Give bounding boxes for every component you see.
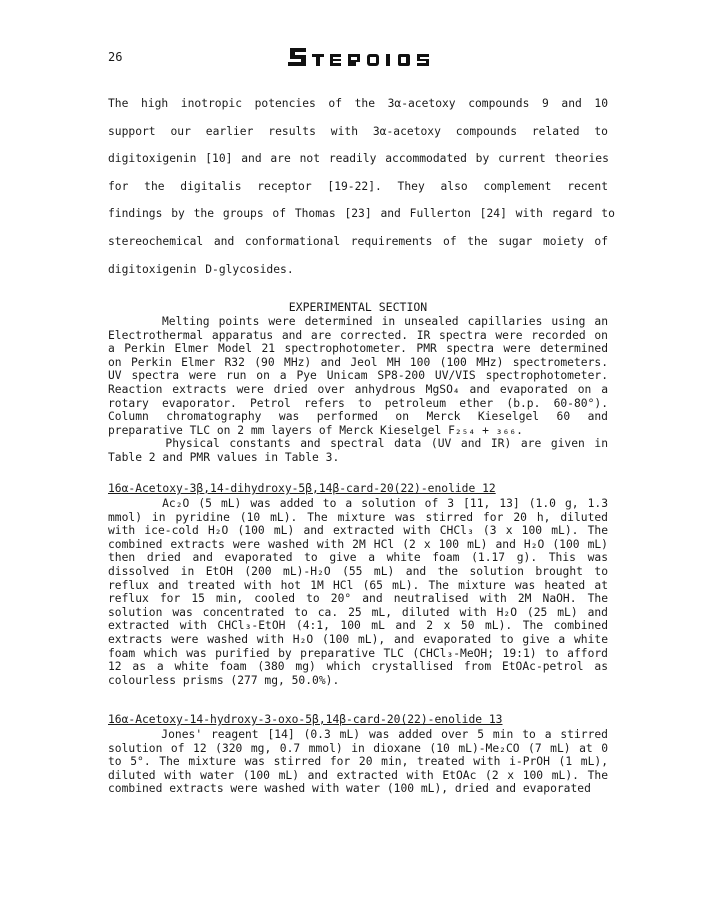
text-line: on Perkin Elmer R32 (90 MHz) and Jeol MH 100 (100 MHz) spectrometers.	[108, 355, 608, 369]
text-line: reflux for 15 min, cooled to 20° and neutralised with 2M NaOH. The	[108, 592, 608, 606]
text-line: solution was concentrated to ca. 25 mL, diluted with H₂O (25 mL) and	[108, 605, 608, 619]
text-line: solution of 12 (320 mg, 0.7 mmol) in dioxane (10 mL)-Me₂CO (7 mL) at 0	[108, 741, 608, 755]
text-line: rotary evaporator. Petrol refers to petroleum ether (b.p. 60-80°).	[108, 396, 608, 410]
text-line: support our earlier results with 3α-acetoxy compounds related to	[108, 124, 608, 138]
text-line: to 5°. The mixture was stirred for 20 min, treated with i-PrOH (1 mL),	[108, 755, 608, 769]
text-line: Electrothermal apparatus and are corrected. IR spectra were recorded on	[108, 328, 608, 342]
text-line: then dried and evaporated to give a white foam (1.17 g). This was	[108, 551, 608, 565]
text-line: extracts were washed with H₂O (100 mL), and evaporated to give a white	[108, 632, 608, 646]
compound-13-heading: 16α-Acetoxy-14-hydroxy-3-oxo-5β,14β-card-20(22)-enolide 13	[108, 713, 503, 726]
text-line: stereochemical and conformational requirements of the sugar moiety of	[108, 234, 608, 248]
text-line: Ac₂O (5 mL) was added to a solution of 3 [11, 13] (1.0 g, 1.3	[108, 497, 608, 510]
text-line: Reaction extracts were dried over anhydrous MgSO₄ and evaporated on a	[108, 382, 608, 396]
text-line: digitoxigenin D-glycosides.	[108, 262, 294, 276]
text-line: Jones' reagent [14] (0.3 mL) was added over 5 min to a stirred	[108, 728, 608, 741]
text-line: mmol) in pyridine (10 mL). The mixture was stirred for 20 h, diluted	[108, 510, 608, 524]
text-line: combined extracts were washed with water (100 mL), dried and evaporated	[108, 782, 591, 796]
text-line: colourless prisms (277 mg, 50.0%).	[108, 673, 340, 687]
text-line: Column chromatography was performed on Merck Kieselgel 60 and	[108, 410, 608, 424]
text-line: findings by the groups of Thomas [23] and Fullerton [24] with regard to	[108, 207, 615, 221]
experimental-paragraph	[108, 315, 608, 465]
text-line: 12 as a white foam (380 mg) which crystallised from EtOAc-petrol as	[108, 660, 608, 674]
text-line: The high inotropic potencies of the 3α-acetoxy compounds 9 and 10	[108, 97, 608, 110]
text-line: preparative TLC on 2 mm layers of Merck Kieselgel F₂₅₄ + ₃₆₆.	[108, 423, 523, 437]
text-line: combined extracts were washed with 2M HCl (2 x 100 mL) and H₂O (100 mL)	[108, 537, 608, 551]
steroids-logo-icon	[286, 44, 446, 70]
text-line: UV spectra were run on a Pye Unicam SP8-200 UV/VIS spectrophotometer.	[108, 369, 608, 383]
compound-13-procedure	[108, 728, 608, 796]
introduction-paragraph	[108, 90, 615, 283]
text-line: a Perkin Elmer Model 21 spectrophotometer. PMR spectra were determined	[108, 342, 608, 356]
text-line: Table 2 and PMR values in Table 3.	[108, 450, 340, 464]
text-line: dissolved in EtOH (200 mL)-H₂O (55 mL) and the solution brought to	[108, 564, 608, 578]
text-line: with ice-cold H₂O (100 mL) and extracted with CHCl₃ (3 x 100 mL). The	[108, 524, 608, 538]
text-line: digitoxigenin [10] and are not readily accommodated by current theories	[108, 152, 609, 166]
compound-12-heading: 16α-Acetoxy-3β,14-dihydroxy-5β,14β-card-20(22)-enolide 12	[108, 482, 496, 495]
section-title: EXPERIMENTAL SECTION	[288, 300, 428, 314]
journal-logo	[286, 44, 446, 70]
compound-12-procedure	[108, 497, 608, 687]
text-line: diluted with water (100 mL) and extracted with EtOAc (2 x 100 mL). The	[108, 768, 608, 782]
text-line: for the digitalis receptor [19-22]. They also complement recent	[108, 179, 608, 193]
text-line: Physical constants and spectral data (UV and IR) are given in	[108, 437, 608, 451]
text-line: Melting points were determined in unsealed capillaries using an	[108, 315, 608, 328]
page-number: 26	[108, 50, 123, 64]
text-line: foam which was purified by preparative TLC (CHCl₃-MeOH; 19:1) to afford	[108, 646, 608, 660]
text-line: extracted with CHCl₃-EtOH (4:1, 100 mL and 2 x 50 mL). The combined	[108, 619, 608, 633]
text-line: reflux and treated with hot 1M HCl (65 mL). The mixture was heated at	[108, 578, 608, 592]
